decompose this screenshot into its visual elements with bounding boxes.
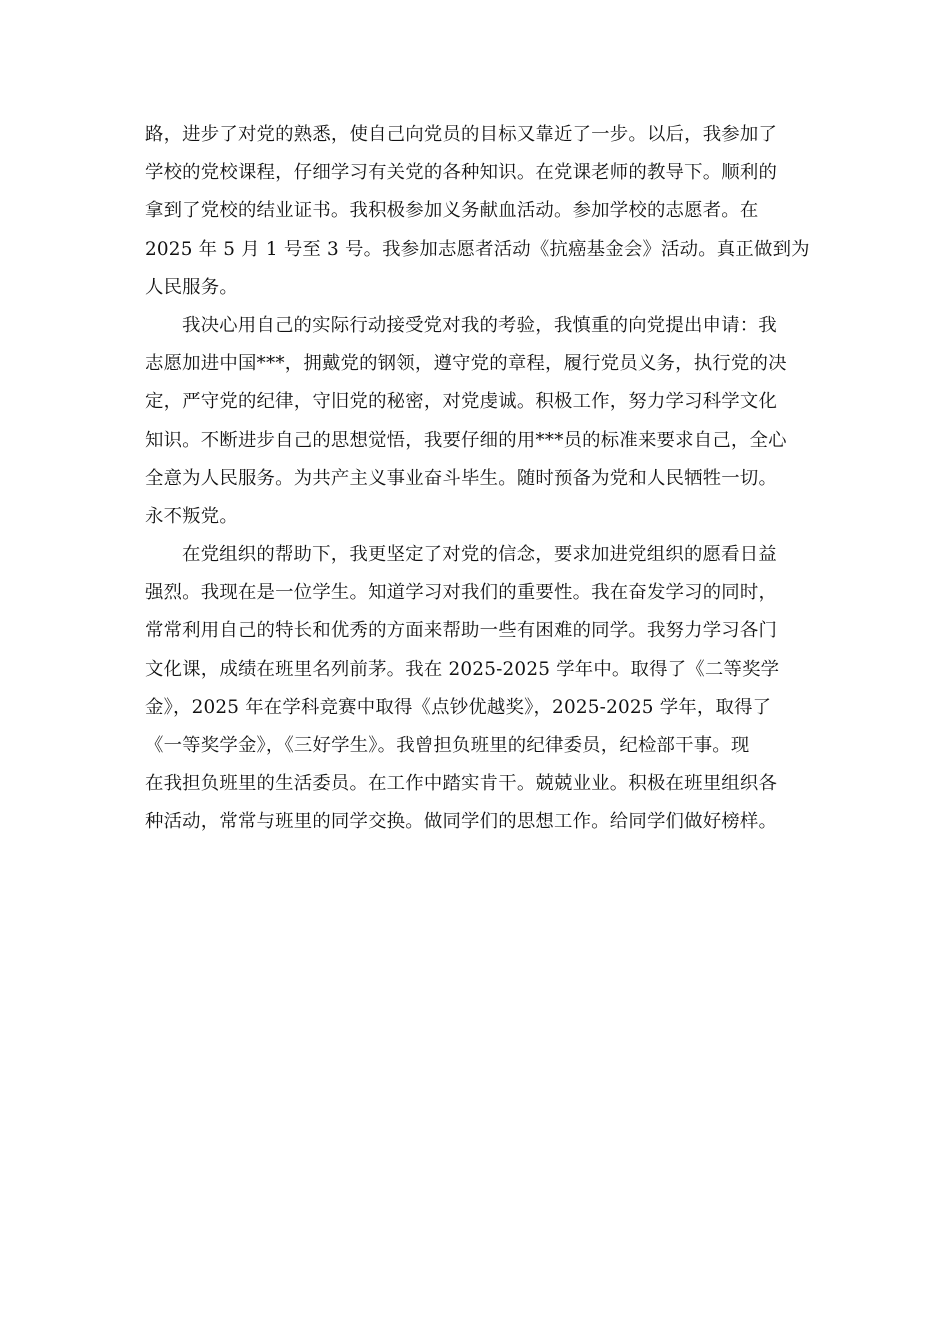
text-line: 种活动，常常与班里的同学交换。做同学们的思想工作。给同学们做好榜样。 (145, 811, 778, 833)
text-line: 志愿加进中国***，拥戴党的钢领，遵守党的章程，履行党员义务，执行党的决 (145, 353, 787, 375)
text-line: 永不叛党。 (145, 505, 238, 527)
text-line: 《一等奖学金》，《三好学生》。我曾担负班里的纪律委员，纪检部干事。现 (145, 735, 750, 756)
paragraph-3 (145, 536, 810, 842)
text-line: 拿到了党校的结业证书。我积极参加义务献血活动。参加学校的志愿者。在 (145, 200, 759, 222)
text-line: 路，进步了对党的熟悉，使自己向党员的目标又靠近了一步。以后，我参加了 (145, 124, 778, 145)
paragraph-2 (145, 307, 810, 536)
text-line: 人民服务。 (145, 276, 238, 298)
text-line: 强烈。我现在是一位学生。知道学习对我们的重要性。我在奋发学习的同时， (145, 582, 778, 604)
paragraph-1 (145, 116, 810, 307)
text-line: 学校的党校课程，仔细学习有关党的各种知识。在党课老师的教导下。顺利的 (145, 162, 778, 184)
text-line: 文化课，成绩在班里名列前茅。我在 2025-2025 学年中。取得了《二等奖学 (145, 658, 780, 680)
text-line-first: 在党组织的帮助下，我更坚定了对党的信念，要求加进党组织的愿看日益 (182, 544, 777, 566)
text-line-first: 我决心用自己的实际行动接受党对我的考验，我慎重的向党提出申请：我 (182, 314, 777, 336)
text-line: 金》，2025 年在学科竞赛中取得《点钞优越奖》，2025-2025 学年，取得了 (145, 696, 772, 718)
text-line: 在我担负班里的生活委员。在工作中踏实肯干。兢兢业业。积极在班里组织各 (145, 773, 778, 795)
text-line: 常常利用自己的特长和优秀的方面来帮助一些有困难的同学。我努力学习各门 (145, 620, 778, 642)
text-line: 定，严守党的纪律，守旧党的秘密，对党虔诚。积极工作，努力学习科学文化 (145, 391, 778, 413)
text-line: 全意为人民服务。为共产主义事业奋斗毕生。随时预备为党和人民牺牲一切。 (145, 467, 778, 489)
text-line: 2025 年 5 月 1 号至 3 号。我参加志愿者活动《抗癌基金会》活动。真正做到为 (145, 238, 810, 260)
text-line: 知识。不断进步自己的思想觉悟，我要仔细的用***员的标准来要求自己，全心 (145, 429, 787, 451)
document-body (145, 116, 810, 842)
